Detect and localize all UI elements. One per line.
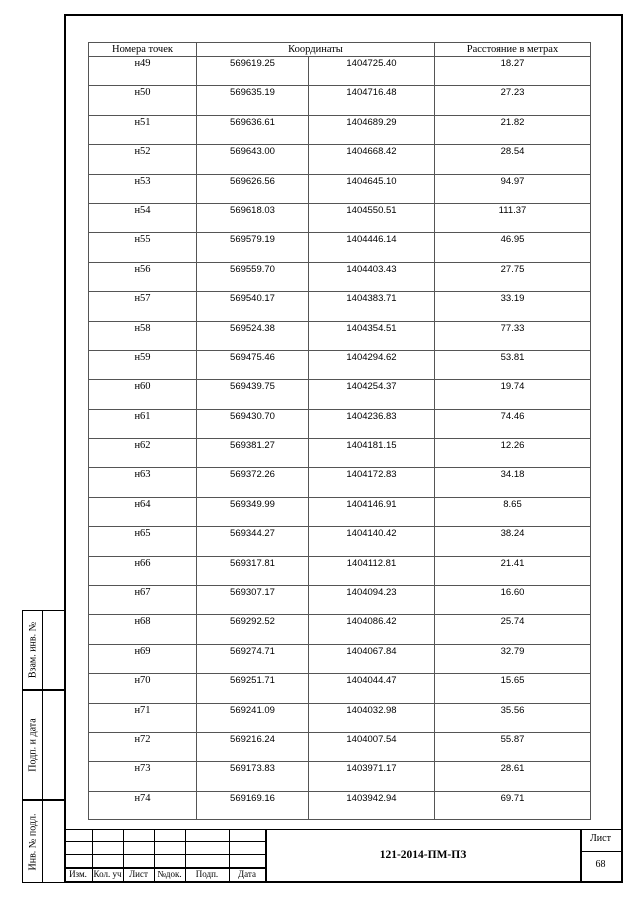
point-name: н68 xyxy=(89,615,197,644)
table-row xyxy=(89,321,591,350)
table-row xyxy=(89,262,591,291)
coord-y: 1404383.71 xyxy=(309,292,435,321)
coord-y: 1404086.42 xyxy=(309,615,435,644)
coord-y: 1404067.84 xyxy=(309,644,435,673)
point-name: н69 xyxy=(89,644,197,673)
point-name: н62 xyxy=(89,439,197,468)
coord-x: 569540.17 xyxy=(197,292,309,321)
distance: 27.23 xyxy=(435,86,591,115)
coord-y: 1403971.17 xyxy=(309,762,435,791)
coord-x: 569635.19 xyxy=(197,86,309,115)
point-name: н61 xyxy=(89,409,197,438)
stamp-col-change: Изм. xyxy=(69,869,87,879)
coord-x: 569524.38 xyxy=(197,321,309,350)
table-row xyxy=(89,703,591,732)
point-name: н51 xyxy=(89,115,197,144)
distance: 19.74 xyxy=(435,380,591,409)
point-name: н65 xyxy=(89,527,197,556)
coord-x: 569619.25 xyxy=(197,57,309,86)
coord-x: 569626.56 xyxy=(197,174,309,203)
side-label-signature-date: Подп. и дата xyxy=(27,718,38,772)
coord-y: 1404044.47 xyxy=(309,674,435,703)
table-row xyxy=(89,586,591,615)
table-row xyxy=(89,203,591,232)
table-row xyxy=(89,145,591,174)
table-header-row xyxy=(89,43,591,57)
point-name: н55 xyxy=(89,233,197,262)
coord-y: 1404403.43 xyxy=(309,262,435,291)
table-row xyxy=(89,86,591,115)
stamp-col-sheet: Лист xyxy=(129,869,148,879)
point-name: н71 xyxy=(89,703,197,732)
table-row xyxy=(89,674,591,703)
point-name: н56 xyxy=(89,262,197,291)
stamp-col-doc-number: №док. xyxy=(157,869,182,879)
coord-y: 1404254.37 xyxy=(309,380,435,409)
coordinates-table xyxy=(88,42,591,820)
point-name: н67 xyxy=(89,586,197,615)
table-row xyxy=(89,380,591,409)
point-name: н63 xyxy=(89,468,197,497)
distance: 15.65 xyxy=(435,674,591,703)
distance: 16.60 xyxy=(435,586,591,615)
distance: 35.56 xyxy=(435,703,591,732)
side-cell-original-inventory xyxy=(22,800,64,883)
distance: 21.41 xyxy=(435,556,591,585)
table-row xyxy=(89,409,591,438)
point-name: н53 xyxy=(89,174,197,203)
coord-y: 1404112.81 xyxy=(309,556,435,585)
distance: 18.27 xyxy=(435,57,591,86)
distance: 25.74 xyxy=(435,615,591,644)
table-row xyxy=(89,556,591,585)
coord-x: 569216.24 xyxy=(197,732,309,761)
point-name: н54 xyxy=(89,203,197,232)
point-name: н73 xyxy=(89,762,197,791)
coord-x: 569344.27 xyxy=(197,527,309,556)
coord-x: 569169.16 xyxy=(197,791,309,819)
table-row xyxy=(89,350,591,379)
distance: 38.24 xyxy=(435,527,591,556)
table-row xyxy=(89,115,591,144)
coord-x: 569559.70 xyxy=(197,262,309,291)
coord-x: 569292.52 xyxy=(197,615,309,644)
coord-x: 569475.46 xyxy=(197,350,309,379)
side-cell-replacement-inventory xyxy=(22,610,64,690)
coord-x: 569430.70 xyxy=(197,409,309,438)
sheet-label: Лист xyxy=(590,833,611,844)
header-point-numbers: Номера точек xyxy=(89,43,197,57)
coord-x: 569636.61 xyxy=(197,115,309,144)
point-name: н59 xyxy=(89,350,197,379)
title-block xyxy=(64,829,623,883)
coord-x: 569618.03 xyxy=(197,203,309,232)
distance: 21.82 xyxy=(435,115,591,144)
side-label-replacement-inventory: Взам. инв. № xyxy=(27,621,38,679)
coord-x: 569643.00 xyxy=(197,145,309,174)
coord-x: 569251.71 xyxy=(197,674,309,703)
point-name: н74 xyxy=(89,791,197,819)
coord-y: 1404094.23 xyxy=(309,586,435,615)
coord-x: 569307.17 xyxy=(197,586,309,615)
header-distance: Расстояние в метрах xyxy=(435,43,591,57)
distance: 34.18 xyxy=(435,468,591,497)
point-name: н50 xyxy=(89,86,197,115)
distance: 12.26 xyxy=(435,439,591,468)
coord-x: 569381.27 xyxy=(197,439,309,468)
table-row xyxy=(89,174,591,203)
coord-x: 569349.99 xyxy=(197,497,309,526)
point-name: н58 xyxy=(89,321,197,350)
point-name: н60 xyxy=(89,380,197,409)
table-row xyxy=(89,292,591,321)
coord-y: 1404294.62 xyxy=(309,350,435,379)
table-row xyxy=(89,233,591,262)
header-coordinates: Координаты xyxy=(197,43,435,57)
coord-x: 569439.75 xyxy=(197,380,309,409)
stamp-col-count: Кол. уч xyxy=(93,869,122,879)
distance: 53.81 xyxy=(435,350,591,379)
distance: 46.95 xyxy=(435,233,591,262)
distance: 55.87 xyxy=(435,732,591,761)
table-row xyxy=(89,527,591,556)
coord-y: 1404725.40 xyxy=(309,57,435,86)
coord-y: 1404007.54 xyxy=(309,732,435,761)
distance: 69.71 xyxy=(435,791,591,819)
coord-y: 1404032.98 xyxy=(309,703,435,732)
distance: 32.79 xyxy=(435,644,591,673)
coord-y: 1404446.14 xyxy=(309,233,435,262)
coord-y: 1404716.48 xyxy=(309,86,435,115)
point-name: н66 xyxy=(89,556,197,585)
point-name: н64 xyxy=(89,497,197,526)
distance: 28.61 xyxy=(435,762,591,791)
coord-x: 569372.26 xyxy=(197,468,309,497)
coord-y: 1404236.83 xyxy=(309,409,435,438)
stamp-col-date: Дата xyxy=(238,869,256,879)
coord-y: 1404181.15 xyxy=(309,439,435,468)
table-row xyxy=(89,644,591,673)
side-label-original-inventory: Инв. № подл. xyxy=(27,813,38,870)
table-row xyxy=(89,762,591,791)
coord-y: 1404140.42 xyxy=(309,527,435,556)
table-row xyxy=(89,468,591,497)
distance: 8.65 xyxy=(435,497,591,526)
coord-x: 569274.71 xyxy=(197,644,309,673)
distance: 111.37 xyxy=(435,203,591,232)
coord-x: 569241.09 xyxy=(197,703,309,732)
document-code: 121-2014-ПМ-ПЗ xyxy=(379,849,467,861)
stamp-col-signature: Подп. xyxy=(195,869,219,879)
coord-y: 1403942.94 xyxy=(309,791,435,819)
table-row xyxy=(89,615,591,644)
distance: 28.54 xyxy=(435,145,591,174)
table-row xyxy=(89,439,591,468)
coord-y: 1404146.91 xyxy=(309,497,435,526)
table-row xyxy=(89,57,591,86)
coord-y: 1404668.42 xyxy=(309,145,435,174)
coord-y: 1404172.83 xyxy=(309,468,435,497)
distance: 94.97 xyxy=(435,174,591,203)
point-name: н49 xyxy=(89,57,197,86)
coord-x: 569317.81 xyxy=(197,556,309,585)
distance: 74.46 xyxy=(435,409,591,438)
table-row xyxy=(89,791,591,819)
point-name: н72 xyxy=(89,732,197,761)
table-row xyxy=(89,732,591,761)
coord-y: 1404645.10 xyxy=(309,174,435,203)
distance: 27.75 xyxy=(435,262,591,291)
table-row xyxy=(89,497,591,526)
point-name: н57 xyxy=(89,292,197,321)
coord-y: 1404689.29 xyxy=(309,115,435,144)
coord-x: 569173.83 xyxy=(197,762,309,791)
point-name: н52 xyxy=(89,145,197,174)
coord-y: 1404354.51 xyxy=(309,321,435,350)
distance: 77.33 xyxy=(435,321,591,350)
point-name: н70 xyxy=(89,674,197,703)
coord-x: 569579.19 xyxy=(197,233,309,262)
distance: 33.19 xyxy=(435,292,591,321)
side-cell-signature-date xyxy=(22,690,64,800)
sheet-number: 68 xyxy=(595,859,606,870)
coord-y: 1404550.51 xyxy=(309,203,435,232)
